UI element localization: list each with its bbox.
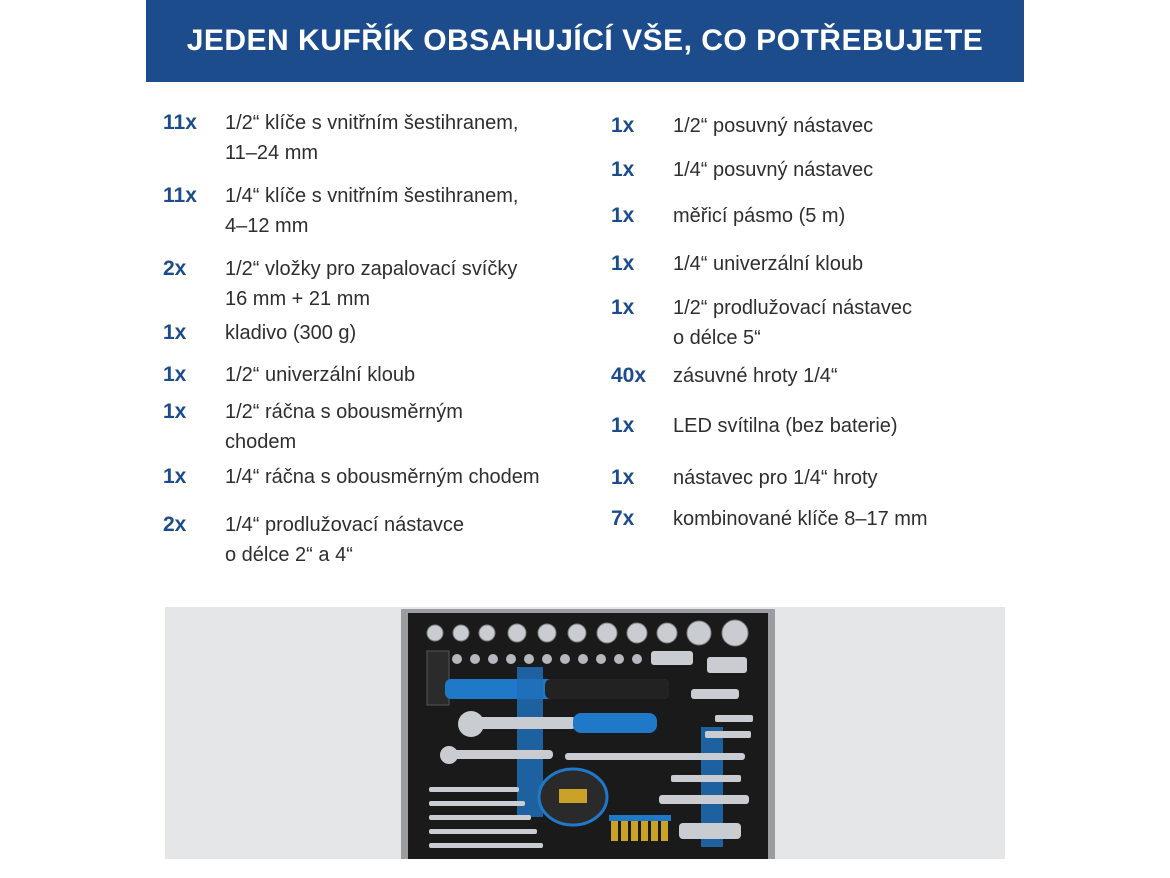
item-quantity: 1x (611, 296, 635, 319)
list-item (163, 397, 463, 457)
item-description: 1/2“ univerzální kloub (225, 364, 416, 386)
item-quantity: 2x (163, 257, 187, 280)
list-item (611, 201, 845, 231)
item-quantity: 1x (611, 114, 635, 137)
item-quantity: 1x (163, 465, 187, 488)
item-quantity: 1x (611, 204, 635, 227)
hammer-head (427, 651, 449, 705)
item-quantity: 1x (163, 363, 187, 386)
list-item (611, 293, 912, 353)
item-quantity: 40x (611, 364, 647, 387)
item-quantity: 1x (611, 466, 635, 489)
item-quantity: 11x (163, 111, 197, 134)
list-item (163, 360, 415, 390)
list-item (611, 111, 873, 141)
list-item (163, 108, 518, 168)
ratchet-handle (471, 717, 577, 729)
item-quantity: 11x (163, 184, 197, 207)
list-item (611, 504, 928, 534)
toolbox-photo (165, 607, 1005, 859)
item-description: měřicí pásmo (5 m) (673, 205, 846, 227)
toolbox-case-image (165, 607, 1005, 859)
list-item (611, 155, 873, 185)
item-description: 1/2“ prodlužovací nástavec o délce 5“ (673, 297, 913, 349)
list-item (163, 462, 540, 492)
item-description: 1/4“ univerzální kloub (673, 253, 864, 275)
list-item (611, 249, 863, 279)
page-title: JEDEN KUFŘÍK OBSAHUJÍCÍ VŠE, CO POTŘEBUJETE (186, 24, 984, 57)
list-item (611, 411, 898, 441)
item-quantity: 2x (163, 513, 187, 536)
item-quantity: 1x (163, 400, 187, 423)
item-description: 1/2“ ráčna s obousměrným chodem (225, 401, 463, 453)
list-item (163, 254, 517, 314)
item-description: kladivo (300 g) (225, 322, 357, 344)
item-description: nástavec pro 1/4“ hroty (673, 467, 878, 489)
list-item (163, 318, 356, 348)
item-description: 1/4“ klíče s vnitřním šestihranem, 4–12 mm (225, 185, 519, 237)
list-item (163, 510, 464, 570)
item-quantity: 1x (611, 414, 635, 437)
item-description: LED svítilna (bez baterie) (673, 415, 898, 437)
item-quantity: 1x (611, 158, 635, 181)
list-item (163, 181, 518, 241)
list-item (611, 361, 838, 391)
item-description: 1/4“ ráčna s obousměrným chodem (225, 466, 540, 488)
item-description: 1/2“ vložky pro zapalovací svíčky 16 mm + 21 mm (225, 258, 518, 310)
item-description: zásuvné hroty 1/4“ (673, 365, 838, 387)
item-description: kombinované klíče 8–17 mm (673, 508, 928, 530)
item-quantity: 1x (163, 321, 187, 344)
item-description: 1/2“ posuvný nástavec (673, 115, 874, 137)
item-quantity: 7x (611, 507, 635, 530)
item-description: 1/2“ klíče s vnitřním šestihranem, 11–24 mm (225, 112, 519, 164)
header-banner (146, 0, 1024, 82)
item-description: 1/4“ prodlužovací nástavce o délce 2“ a 4“ (225, 514, 465, 566)
list-item (611, 463, 878, 493)
item-description: 1/4“ posuvný nástavec (673, 159, 874, 181)
item-quantity: 1x (611, 252, 635, 275)
ratchet-grip (573, 713, 657, 733)
